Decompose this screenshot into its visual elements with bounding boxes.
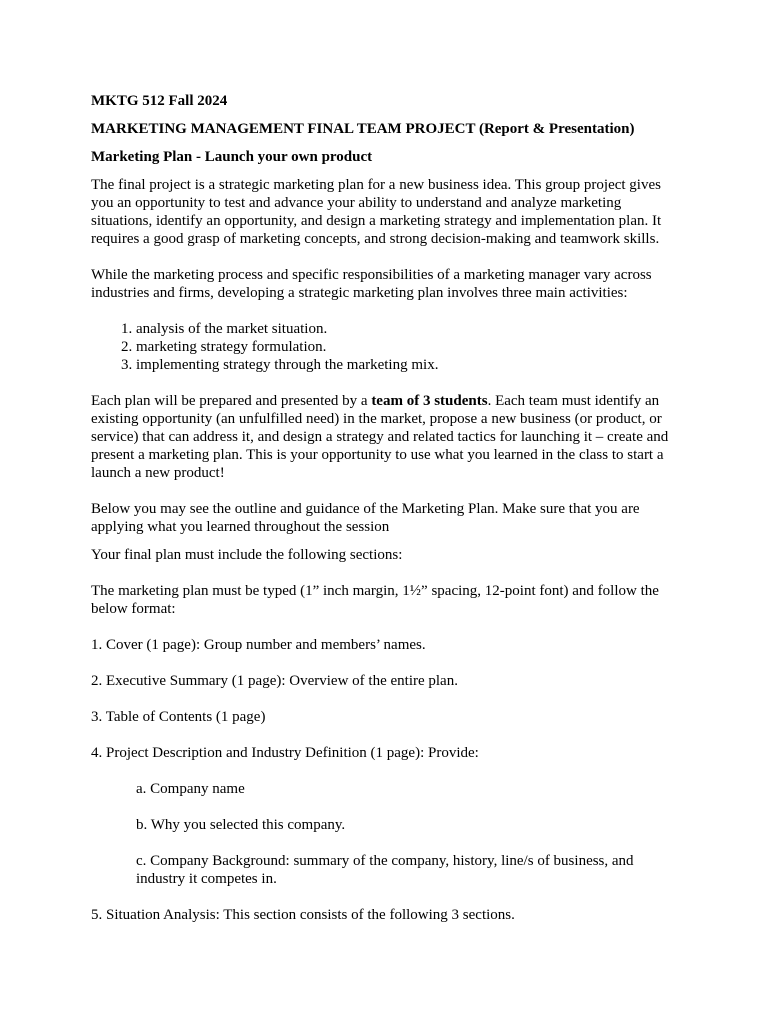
- list-item: 3. implementing strategy through the marketing mix.: [136, 356, 681, 374]
- course-title: MKTG 512 Fall 2024: [91, 93, 228, 109]
- section-table-of-contents: 3. Table of Contents (1 page): [91, 709, 266, 725]
- team-text-before: Each plan will be prepared and presented by a: [91, 393, 372, 409]
- outline-note: Below you may see the outline and guidance of the Marketing Plan. Make sure that you are applying what you learned throughout the session: [91, 501, 640, 535]
- subsection-why-selected: b. Why you selected this company.: [136, 817, 346, 833]
- team-paragraph: [91, 392, 681, 482]
- sections-intro: Your final plan must include the following sections:: [91, 547, 403, 563]
- activities-list: [91, 320, 681, 374]
- project-subtitle: Marketing Plan - Launch your own product: [91, 149, 373, 165]
- subsection-company-name: a. Company name: [136, 781, 245, 797]
- team-text-after: . Each team must identify an existing opportunity (an unfulfilled need) in the market, propose a new business (or product, or service) that can address it, and design a strategy and related tactics for launching it – create and present a marketing plan. This is your opportunity to use what you learned in the class to start a launch a new product!: [91, 393, 669, 481]
- list-item: 1. analysis of the market situation.: [136, 320, 681, 338]
- team-size-emphasis: team of 3 students: [371, 393, 488, 409]
- project-title: MARKETING MANAGEMENT FINAL TEAM PROJECT (Report & Presentation): [91, 121, 635, 137]
- subsection-company-background: c. Company Background: summary of the company, history, line/s of business, and industry it competes in.: [136, 853, 634, 887]
- list-item: 2. marketing strategy formulation.: [136, 338, 681, 356]
- intro-paragraph: The final project is a strategic marketing plan for a new business idea. This group project gives you an opportunity to test and advance your ability to understand and analyze marketing situations, identify an opportunity, and design a marketing strategy and implementation plan. It requires a good grasp of marketing concepts, and strong decision-making and teamwork skills.: [91, 177, 662, 247]
- section-project-description: 4. Project Description and Industry Definition (1 page): Provide:: [91, 745, 479, 761]
- format-note: The marketing plan must be typed (1” inch margin, 1½” spacing, 12-point font) and follow the below format:: [91, 583, 659, 617]
- section-situation-analysis: 5. Situation Analysis: This section consists of the following 3 sections.: [91, 907, 515, 923]
- process-paragraph: While the marketing process and specific responsibilities of a marketing manager vary across industries and firms, developing a strategic marketing plan involves three main activities:: [91, 267, 652, 301]
- document-page: [91, 92, 681, 924]
- section-executive-summary: 2. Executive Summary (1 page): Overview of the entire plan.: [91, 673, 458, 689]
- section-cover: 1. Cover (1 page): Group number and members’ names.: [91, 637, 426, 653]
